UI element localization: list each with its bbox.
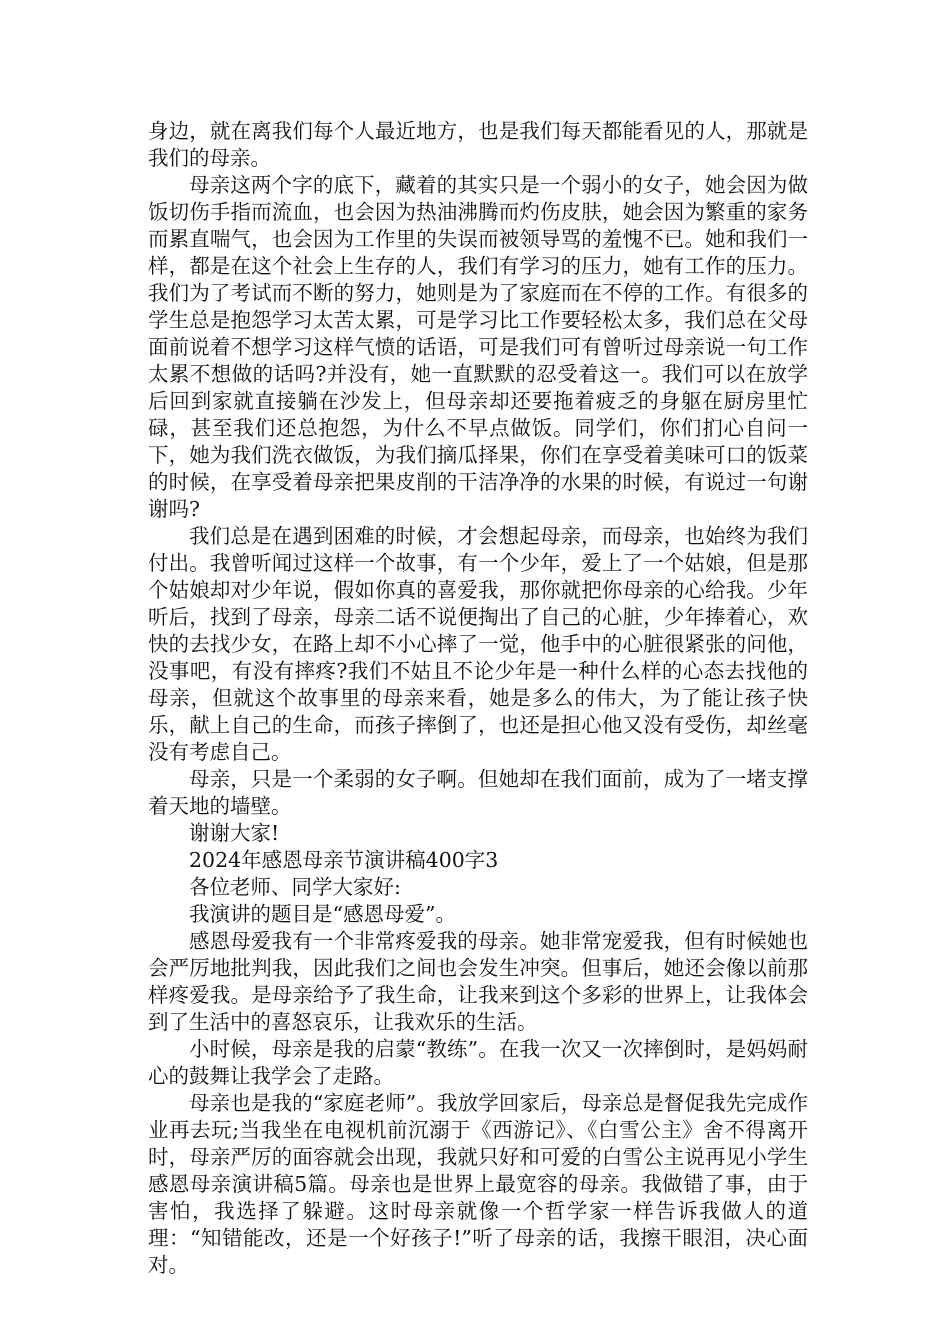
paragraph-coach: 小时候，母亲是我的启蒙“教练”。在我一次又一次摔倒时，是妈妈耐心的鼓舞让我学会了走路。 <box>148 1037 808 1088</box>
paragraph-story-heart: 我们总是在遇到困难的时候，才会想起母亲，而母亲，也始终为我们付出。我曾听闻过这样一个故事，有一个少年，爱上了一个姑娘，但是那个姑娘却对少年说，假如你真的喜爱我，那你就把你母亲的心给我。少年听后，找到了母亲，母亲二话不说便掏出了自己的心脏，少年捧着心，欢快的去找少女，在路上却不小心摔了一觉，他手中的心脏很紧张的问他，没事吧，有没有摔疼?我们不姑且不论少年是一种什么样的心态去找他的母亲，但就这个故事里的母亲来看，她是多么的伟大，为了能让孩子快乐，献上自己的生命，而孩子摔倒了，也还是担心他又没有受伤，却丝毫没有考虑自己。 <box>148 524 808 764</box>
paragraph-loving-mother: 感恩母爱我有一个非常疼爱我的母亲。她非常宠爱我，但有时候她也会严厉地批判我，因此我们之间也会发生冲突。但事后，她还会像以前那样疼爱我。是母亲给予了我生命，让我来到这个多彩的世界上，让我体会到了生活中的喜怒哀乐，让我欢乐的生活。 <box>148 929 808 1034</box>
paragraph-topic: 我演讲的题目是“感恩母爱”。 <box>189 902 456 926</box>
section-title: 2024年感恩母亲节演讲稿400字3 <box>189 848 499 872</box>
paragraph-home-teacher: 母亲也是我的“家庭老师”。我放学回家后，母亲总是督促我先完成作业再去玩;当我坐在电视机前沉溺于《西游记》、《白雪公主》舍不得离开时，母亲严厉的面容就会出现，我就只好和可爱的白雪公主说再见小学生感恩母亲演讲稿5篇。母亲也是世界上最宽容的母亲。我做错了事，由于害怕，我选择了躲避。这时母亲就像一个哲学家一样告诉我做人的道理：“知错能改，还是一个好孩子!”听了母亲的话，我擦干眼泪，决心面对。 <box>148 1091 808 1277</box>
paragraph-gentle-woman: 母亲，只是一个柔弱的女子啊。但她却在我们面前，成为了一堵支撑着天地的墙壁。 <box>148 767 808 818</box>
paragraph-greeting: 各位老师、同学大家好: <box>189 875 401 899</box>
paragraph-thanks: 谢谢大家! <box>189 821 280 845</box>
paragraph-continuation: 身边，就在离我们每个人最近地方，也是我们每天都能看见的人，那就是我们的母亲。 <box>148 119 808 170</box>
paragraph-mother-weak-woman: 母亲这两个字的底下，藏着的其实只是一个弱小的女子，她会因为做饭切伤手指而流血，也会因为热油沸腾而灼伤皮肤，她会因为繁重的家务而累直喘气，也会因为工作里的失误而被领导骂的羞愧不已。她和我们一样，都是在这个社会上生存的人，我们有学习的压力，她有工作的压力。我们为了考试而不断的努力，她则是为了家庭而在不停的工作。有很多的学生总是抱怨学习太苦太累，可是学习比工作要轻松太多，我们总在父母面前说着不想学习这样气愤的话语，可是我们可有曾听过母亲说一句工作太累不想做的话吗?并没有，她一直默默的忍受着这一。我们可以在放学后回到家就直接躺在沙发上，但母亲却还要拖着疲乏的身躯在厨房里忙碌，甚至我们还总抱怨，为什么不早点做饭。同学们，你们扪心自问一下，她为我们洗衣做饭，为我们摘瓜择果，你们在享受着美味可口的饭菜的时候，在享受着母亲把果皮削的干洁净净的水果的时候，有说过一句谢谢吗? <box>148 173 808 521</box>
document-page <box>148 118 808 1279</box>
